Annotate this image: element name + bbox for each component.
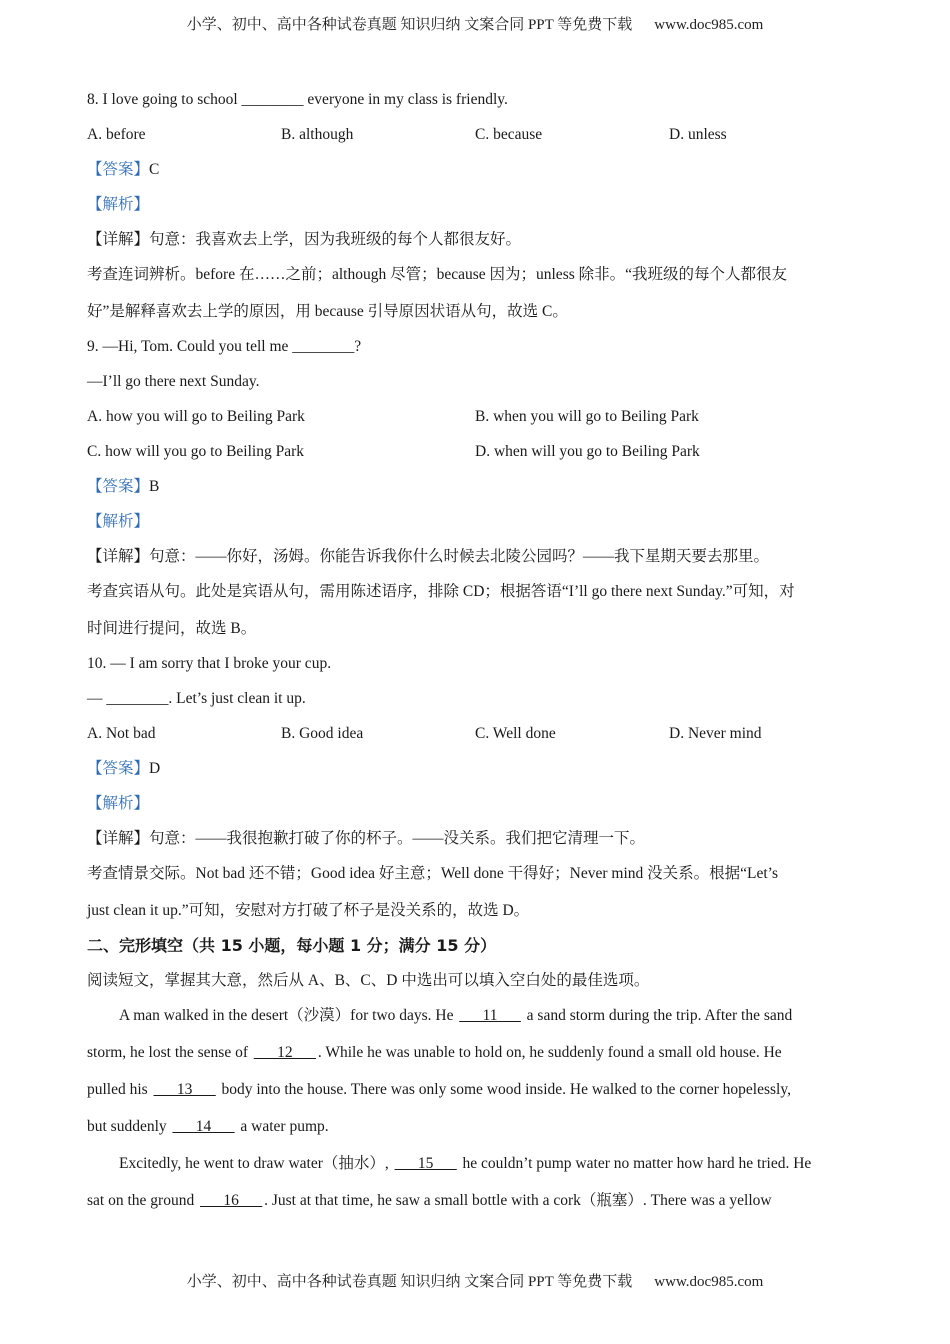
q8-option-a: A. before [87, 126, 146, 143]
q10-option-a: A. Not bad [87, 725, 156, 742]
q9-options-row-2 [87, 440, 867, 475]
passage-text: A man walked in the desert（沙漠）for two days. He [119, 1007, 458, 1024]
passage-line [87, 1041, 867, 1078]
blank-14: ___14___ [172, 1118, 235, 1135]
page-footer [0, 1270, 950, 1291]
passage-line [87, 1004, 867, 1041]
q9-reply: —I’ll go there next Sunday. [87, 373, 260, 390]
blank-13: ___13___ [153, 1081, 216, 1098]
q9-detail-1: 【详解】句意：——你好，汤姆。你能告诉我你什么时候去北陵公园吗？——我下星期天要去那里。 [87, 548, 770, 565]
q10-detail-1: 【详解】句意：——我很抱歉打破了你的杯子。——没关系。我们把它清理一下。 [87, 830, 646, 847]
q10-reply: — ________. Let’s just clean it up. [87, 690, 306, 707]
passage-line [87, 1189, 867, 1226]
q8-question: 8. I love going to school ________ everyone in my class is friendly. [87, 91, 508, 108]
footer-site-link[interactable]: www.doc985.com [654, 1274, 764, 1290]
q10-option-b: B. Good idea [281, 725, 364, 742]
q9-option-c: C. how will you go to Beiling Park [87, 443, 304, 460]
section-instruction: 阅读短文，掌握其大意，然后从 A、B、C、D 中选出可以填入空白处的最佳选项。 [87, 972, 650, 989]
q9-analysis-label: 【解析】 [87, 513, 150, 530]
q8-option-d: D. unless [669, 126, 727, 143]
header-site-link[interactable]: www.doc985.com [654, 17, 764, 33]
q9-question: 9. —Hi, Tom. Could you tell me ________? [87, 338, 362, 355]
passage-text: pulled his [87, 1081, 152, 1098]
q10-option-c: C. Well done [475, 725, 556, 742]
q9-options-row-1 [87, 405, 867, 440]
passage-text: body into the house. There was only some wood inside. He walked to the corner hopelessly, [217, 1081, 791, 1098]
q10-options [87, 722, 867, 757]
q10-detail-3: just clean it up.”可知，安慰对方打破了杯子是没关系的，故选 D。 [87, 902, 530, 919]
q9-detail-3: 时间进行提问，故选 B。 [87, 620, 257, 637]
q8-answer [87, 158, 867, 193]
answer-value: D [149, 760, 161, 777]
passage-text: a water pump. [236, 1118, 329, 1135]
q10-answer [87, 757, 867, 792]
passage-text: . While he was unable to hold on, he suddenly found a small old house. He [317, 1044, 782, 1061]
footer-text: 小学、初中、高中各种试卷真题 知识归纳 文案合同 PPT 等免费下载 [186, 1274, 633, 1290]
blank-12: ___12___ [253, 1044, 316, 1061]
blank-15: ___15___ [394, 1155, 457, 1172]
q9-option-d: D. when will you go to Beiling Park [475, 443, 700, 460]
section-title: 二、完形填空（共 15 小题，每小题 1 分；满分 15 分） [87, 936, 497, 955]
header-text: 小学、初中、高中各种试卷真题 知识归纳 文案合同 PPT 等免费下载 [186, 17, 633, 33]
answer-label: 【答案】 [87, 478, 150, 495]
q10-option-d: D. Never mind [669, 725, 762, 742]
q10-analysis-label: 【解析】 [87, 795, 150, 812]
q9-detail-2: 考查宾语从句。此处是宾语从句，需用陈述语序，排除 CD；根据答语“I’ll go there next Sunday.”可知，对 [87, 583, 795, 600]
q9-option-b: B. when you will go to Beiling Park [475, 408, 699, 425]
q9-answer [87, 475, 867, 510]
q8-detail-1: 【详解】句意：我喜欢去上学，因为我班级的每个人都很友好。 [87, 231, 522, 248]
passage-line [87, 1115, 867, 1152]
answer-value: C [149, 161, 160, 178]
passage-text: . Just at that time, he saw a small bottle with a cork（瓶塞）. There was a yellow [264, 1192, 772, 1209]
answer-value: B [149, 478, 160, 495]
q8-options [87, 123, 867, 158]
passage-text: sat on the ground [87, 1192, 199, 1209]
q10-detail-2: 考查情景交际。Not bad 还不错；Good idea 好主意；Well done 干得好；Never mind 没关系。根据“Let’s [87, 865, 779, 882]
passage-text: but suddenly [87, 1118, 171, 1135]
page-header [0, 13, 950, 34]
q8-analysis-label: 【解析】 [87, 196, 150, 213]
q9-option-a: A. how you will go to Beiling Park [87, 408, 305, 425]
passage-text: he couldn’t pump water no matter how hard he tried. He [458, 1155, 812, 1172]
passage-line [87, 1078, 867, 1115]
answer-label: 【答案】 [87, 161, 150, 178]
q8-detail-2: 考查连词辨析。before 在……之前；although 尽管；because 因为；unless 除非。“我班级的每个人都很友 [87, 266, 788, 283]
document-body [87, 88, 867, 1226]
answer-label: 【答案】 [87, 760, 150, 777]
q8-detail-3: 好”是解释喜欢去上学的原因，用 because 引导原因状语从句，故选 C。 [87, 303, 568, 320]
passage-text: storm, he lost the sense of [87, 1044, 252, 1061]
blank-11: ___11___ [459, 1007, 521, 1024]
q10-question: 10. — I am sorry that I broke your cup. [87, 655, 332, 672]
blank-16: ___16___ [200, 1192, 263, 1209]
q8-option-b: B. although [281, 126, 354, 143]
q8-option-c: C. because [475, 126, 543, 143]
passage-text: Excitedly, he went to draw water（抽水）, [119, 1155, 393, 1172]
passage-line [87, 1152, 867, 1189]
passage-text: a sand storm during the trip. After the sand [522, 1007, 793, 1024]
